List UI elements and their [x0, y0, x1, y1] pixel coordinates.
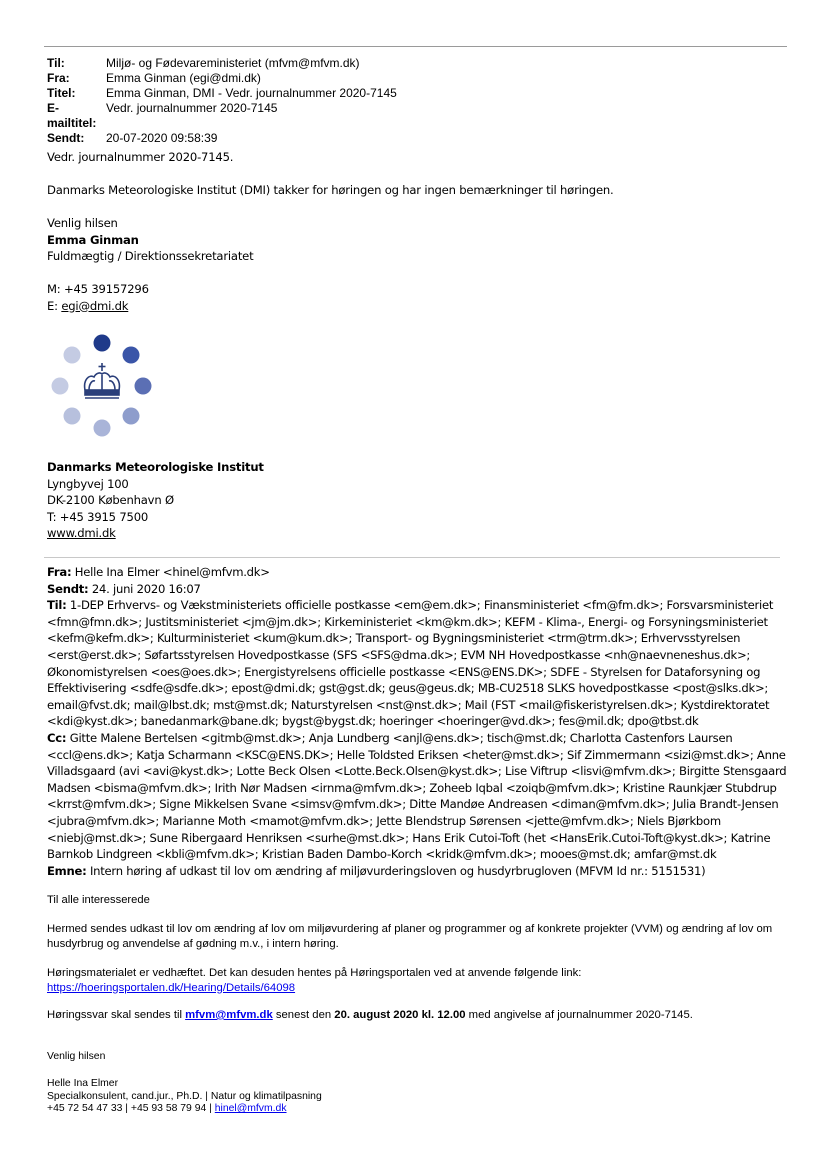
- closing: Venlig hilsen: [47, 1051, 106, 1062]
- header-row-title: [47, 86, 397, 101]
- crown-icon: [85, 363, 120, 398]
- top-divider: [44, 46, 787, 47]
- email-header: [47, 56, 397, 146]
- fwd-to: Til: 1-DEP Erhvervs- og Vækstministeriets officielle postkasse <em@em.dk>; Finansministeriet <fm@fm.dk>; Forsvarsministeriet <fmn@fmn.dk>; Justitsministeriet <jm@jm.dk>; Kirkeministeriet <km@km.dk>; KEFM - Klima-, Energi- og Forsyningsministeriet <kefm@kefm.dk>; Kulturministeriet <kum@kum.dk>; Transport- og Bygningsministeriet <trm@trm.dk>; Erhvervsstyrelsen <erst@erst.dk>; Søfartsstyrelsen Hovedpostkasse (SFS <SFS@dma.dk>; EVM NH Hovedpostkasse <nh@naevneneshus.dk>; Økonomistyrelsen <oes@oes.dk>; Energistyrelsens officielle postkasse <ENS@ENS.DK>; SDFE - Styrelsen for Dataforsyning og Effektivisering <sdfe@sdfe.dk>; epost@dmi.dk; gst@gst.dk; geus@geus.dk; MB-CU2518 SLKS hovedpostkasse <post@slks.dk>; email@fvst.dk; mail@lbst.dk; mst@mst.dk; Naturstyrelsen <nst@nst.dk>; Mail (FST <mail@fiskeristyrelsen.dk>; Kystdirektoratet <kdi@kyst.dk>; banedanmark@bane.dk; bygst@bygst.dk; hoeringer <hoeringer@vd.dk>; fes@mil.dk; dpo@tbst.dk: [47, 598, 774, 729]
- fwd-from: Fra: Helle Ina Elmer <hinel@mfvm.dk>: [47, 565, 270, 579]
- header-key: Fra:: [47, 71, 70, 85]
- forward-divider: [44, 557, 780, 558]
- header-key: Titel:: [47, 86, 76, 100]
- sender-email-line: [47, 298, 787, 315]
- logo-dot: [123, 408, 140, 425]
- sig-name: Helle Ina Elmer: [47, 1078, 119, 1089]
- header-row-email-title: [47, 101, 397, 131]
- header-key: Sendt:: [47, 131, 85, 145]
- header-value: Miljø- og Fødevareministeriet (mfvm@mfvm.dk): [106, 56, 360, 70]
- body-para-1: Hermed sendes udkast til lov om ændring af lov om miljøvurdering af planer og programmer og af konkrete projekter (VVM) og ændring af lov om husdyrbrug og anvendelse af gødning m.v., i intern høring.: [47, 923, 773, 950]
- logo-dot: [64, 408, 81, 425]
- sender-phone: M: +45 39157296: [47, 282, 149, 296]
- deadline: 20. august 2020 kl. 12.00: [334, 1009, 466, 1021]
- sig-email-link[interactable]: hinel@mfvm.dk: [214, 1103, 287, 1114]
- header-row-from: [47, 71, 397, 86]
- header-value: Emma Ginman (egi@dmi.dk): [106, 71, 261, 85]
- header-row-to: [47, 56, 397, 71]
- logo-dot: [123, 347, 140, 364]
- header-value: 20-07-2020 09:58:39: [106, 131, 218, 145]
- logo-dot: [94, 335, 111, 352]
- body-salutation: Til alle interesserede: [47, 894, 150, 906]
- org-block: [47, 459, 787, 542]
- org-name: Danmarks Meteorologiske Institut: [47, 460, 264, 474]
- sender-signature: [47, 1078, 787, 1116]
- forwarded-header: [47, 564, 789, 879]
- hearing-portal-link[interactable]: https://hoeringsportalen.dk/Hearing/Details/64098: [47, 981, 296, 994]
- fwd-subject: Emne: Intern høring af udkast til lov om ændring af miljøvurderingsloven og husdyrbrugloven (MFVM Id nr.: 5151531): [47, 863, 706, 878]
- email-prefix: E:: [47, 298, 62, 313]
- logo-dot: [64, 347, 81, 364]
- header-key: Til:: [47, 56, 65, 70]
- org-city: DK-2100 København Ø: [47, 493, 174, 508]
- header-value: Vedr. journalnummer 2020-7145: [106, 101, 278, 115]
- reply-email-link[interactable]: mfvm@mfvm.dk: [185, 1009, 273, 1021]
- fwd-cc: Cc: Gitte Malene Bertelsen <gitmb@mst.dk>; Anja Lundberg <anjl@ens.dk>; tisch@mst.dk; Charlotta Castenfors Laursen <ccl@ens.dk>; Katja Scharmann <KSC@ENS.DK>; Helle Toldsted Eriksen <heter@mst.dk>; Sif Zimmermann <sizi@mst.dk>; Anne Villadsgaard (avi <avi@kyst.dk>; Lotte Beck Olsen <Lotte.Beck.Olsen@kyst.dk>; Lise Viftrup <lisvi@mfvm.dk>; Birgitte Stensgaard Madsen <bisma@mfvm.dk>; Irith Nør Madsen <irnma@mfvm.dk>; Zoheeb Iqbal <zoiqb@mfvm.dk>; Kristine Raunkjær Stubdrup <krrst@mfvm.dk>; Signe Mikkelsen Svane <simsv@mfvm.dk>; Ditte Mandøe Andreasen <diman@mfvm.dk>; Julia Brandt-Jensen <jubra@mfvm.dk>; Marianne Moth <mamot@mfvm.dk>; Jette Blendstrup Sørensen <jette@mfvm.dk>; Niels Bjørkbom <niebj@mst.dk>; Sune Ribergaard Henriksen <surhe@mst.dk>; Hans Erik Cutoi-Toft (het <HansErik.Cutoi-Toft@kyst.dk>; Katrine Barnkob Lindgreen <kbli@mfvm.dk>; Kristian Baden Dambo-Korch <kridk@mfvm.dk>; mooes@mst.dk; amfar@mst.dk: [47, 730, 787, 862]
- dmi-crown-logo-icon: [47, 330, 157, 442]
- sender-email-link[interactable]: egi@dmi.dk: [61, 298, 129, 313]
- reply-signature: [47, 215, 787, 265]
- sender-title: Fuldmægtig / Direktionssekretariatet: [47, 249, 254, 264]
- org-street: Lyngbyvej 100: [47, 476, 129, 491]
- header-key: E-mailtitel:: [47, 101, 97, 130]
- reply-line-2: Danmarks Meteorologiske Institut (DMI) takker for høringen og har ingen bemærkninger til høringen.: [47, 183, 614, 197]
- fwd-sent: Sendt: 24. juni 2020 16:07: [47, 581, 201, 596]
- logo-dot: [135, 378, 152, 395]
- header-row-sent: [47, 131, 397, 146]
- logo-dot: [52, 378, 69, 395]
- org-web-link[interactable]: www.dmi.dk: [47, 526, 116, 541]
- reply-line-1: Vedr. journalnummer 2020-7145.: [47, 150, 234, 164]
- sig-title: Specialkonsulent, cand.jur., Ph.D. | Natur og klimatilpasning: [47, 1090, 322, 1102]
- org-phone: T: +45 3915 7500: [47, 509, 149, 524]
- logo-dot: [94, 420, 111, 437]
- sender-name: Emma Ginman: [47, 232, 139, 247]
- reply-contact: [47, 281, 787, 314]
- body-para-3: Høringssvar skal sendes til mfvm@mfvm.dk senest den 20. august 2020 kl. 12.00 med angivelse af journalnummer 2020-7145.: [47, 1009, 693, 1021]
- greeting: Venlig hilsen: [47, 216, 118, 230]
- body-para-2-text: Høringsmaterialet er vedhæftet. Det kan desuden hentes på Høringsportalen ved at anvende følgende link:: [47, 967, 582, 979]
- body-para-2: [47, 966, 789, 995]
- sig-contact: +45 72 54 47 33 | +45 93 58 79 94 | hinel@mfvm.dk: [47, 1103, 287, 1114]
- header-value: Emma Ginman, DMI - Vedr. journalnummer 2020-7145: [106, 86, 397, 100]
